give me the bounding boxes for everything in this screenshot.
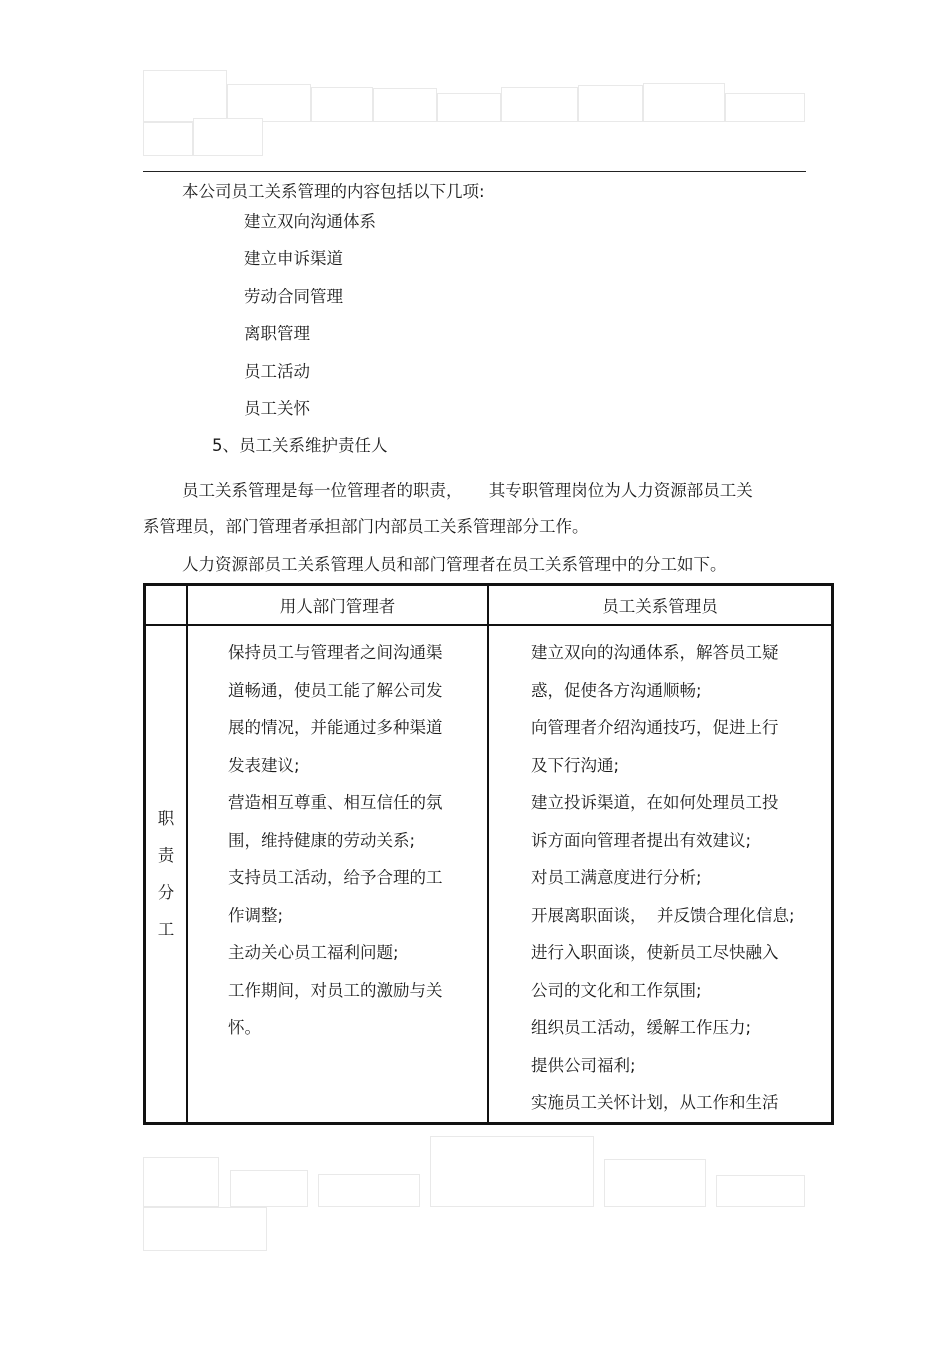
decor-box (143, 1157, 219, 1207)
section-heading: 5、员工关系维护责任人 (212, 436, 388, 455)
row-label-char: 分 (157, 882, 175, 902)
cell-line: 组织员工活动，缓解工作压力; (531, 1018, 752, 1037)
cell-line: 进行入职面谈，使新员工尽快融入 (531, 943, 779, 962)
decor-box (143, 70, 227, 122)
table-row (145, 625, 832, 1123)
decor-box (437, 93, 501, 122)
col2-cell (488, 625, 832, 1123)
decor-box (643, 83, 725, 122)
decor-box (373, 88, 437, 122)
decor-box (193, 118, 263, 156)
list-item: 员工关怀 (244, 399, 310, 418)
header-blank-cell (145, 585, 187, 625)
cell-line: 诉方面向管理者提出有效建议; (531, 830, 752, 850)
decor-box (143, 122, 193, 156)
paragraph-line: 人力资源部员工关系管理人员和部门管理者在员工关系管理中的分工如下。 (182, 555, 727, 574)
decor-box (143, 1207, 267, 1251)
cell-line: 支持员工活动，给予合理的工 (228, 868, 443, 887)
decor-box (501, 87, 578, 122)
cell-line: 对员工满意度进行分析; (531, 868, 702, 887)
col1-cell (187, 625, 488, 1123)
header-rule (143, 171, 806, 172)
cell-line: 保持员工与管理者之间沟通渠 (228, 643, 443, 662)
col1-header: 用人部门管理者 (187, 585, 488, 625)
paragraph-line: 员工关系管理是每一位管理者的职责， 其专职管理岗位为人力资源部员工关 (182, 481, 753, 500)
list-item: 建立申诉渠道 (244, 249, 343, 268)
decor-box (430, 1136, 594, 1207)
decor-box (230, 1170, 308, 1207)
cell-line: 向管理者介绍沟通技巧，促进上行 (531, 718, 779, 737)
list-item: 员工活动 (244, 362, 310, 381)
cell-line: 提供公司福利; (531, 1055, 636, 1075)
cell-line: 惑，促使各方沟通顺畅; (531, 680, 702, 700)
decor-box (227, 84, 311, 122)
cell-line: 及下行沟通; (531, 755, 620, 775)
intro-text: 本公司员工关系管理的内容包括以下几项: (182, 182, 485, 201)
cell-line: 建立双向的沟通体系，解答员工疑 (531, 643, 779, 662)
cell-line: 开展离职面谈， 并反馈合理化信息; (531, 905, 795, 925)
row-label (145, 625, 187, 1123)
cell-line: 工作期间，对员工的激励与关 (228, 980, 443, 1000)
cell-line: 营造相互尊重、相互信任的氛 (228, 793, 443, 812)
paragraph-line: 系管理员，部门管理者承担部门内部员工关系管理部分工作。 (143, 517, 589, 536)
duty-table (143, 583, 834, 1125)
row-label-char: 职 (157, 808, 175, 828)
list-item: 离职管理 (244, 324, 310, 343)
row-label-char: 责 (157, 845, 175, 865)
decor-box (578, 85, 643, 122)
table-header-row (145, 585, 832, 625)
cell-line: 怀。 (228, 1018, 261, 1037)
decor-box (716, 1175, 805, 1207)
row-label-char: 工 (157, 919, 175, 939)
cell-line: 围，维持健康的劳动关系; (228, 830, 416, 850)
cell-line: 主动关心员工福利问题; (228, 943, 399, 962)
decor-box (725, 93, 805, 122)
list-item: 建立双向沟通体系 (244, 212, 376, 231)
cell-line: 发表建议; (228, 755, 300, 775)
cell-line: 建立投诉渠道，在如何处理员工投 (531, 793, 779, 812)
cell-line: 作调整; (228, 905, 284, 925)
decor-box (604, 1159, 706, 1207)
col2-header: 员工关系管理员 (488, 585, 832, 625)
cell-line: 公司的文化和工作氛围; (531, 980, 702, 1000)
cell-line: 实施员工关怀计划，从工作和生活 (531, 1093, 779, 1112)
cell-line: 展的情况，并能通过多种渠道 (228, 718, 443, 737)
decor-box (311, 87, 373, 122)
decor-box (318, 1174, 420, 1207)
cell-line: 道畅通，使员工能了解公司发 (228, 680, 443, 700)
list-item: 劳动合同管理 (244, 287, 343, 306)
